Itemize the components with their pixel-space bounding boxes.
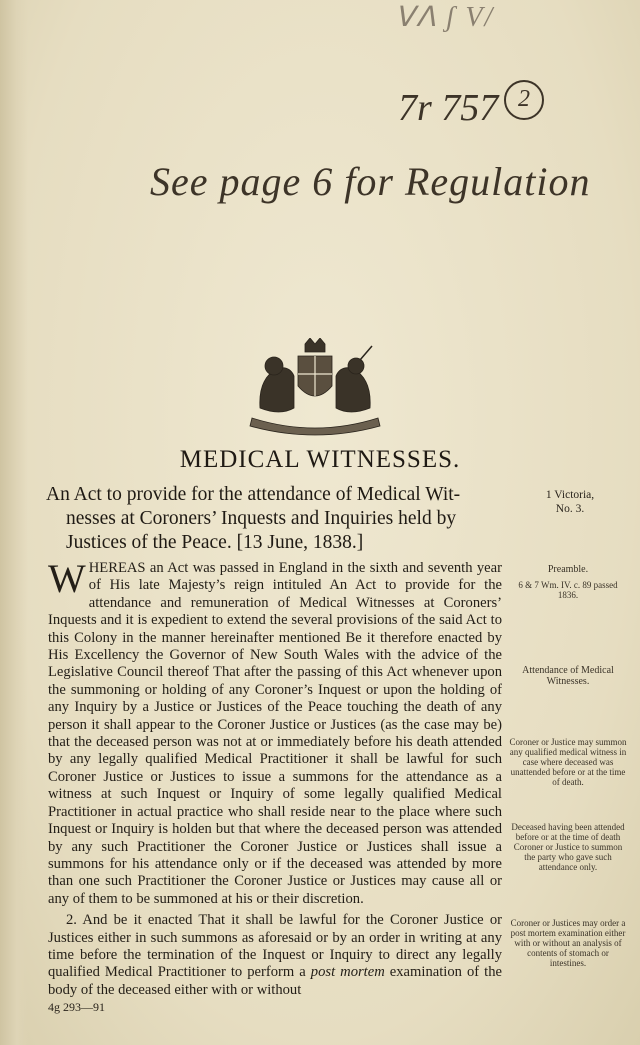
margin-note-statute: 6 & 7 Wm. IV. c. 89 passed 1836.: [518, 580, 618, 600]
paragraph-2-italic: post mortem: [310, 964, 385, 981]
act-title-line-2: nesses at Coroners’ Inquests and Inquiries held by: [66, 508, 457, 529]
margin-note-coroner-summon: Coroner or Justice may summon any qualified medical witness in case where deceased was unattended before or at the time of death.: [509, 737, 627, 787]
margin-note-preamble: Preamble.: [547, 564, 589, 575]
paragraph-1-text: HEREAS an Act was passed in England in the sixth and seventh year of His late Majesty’s reign intituled An Act to provide for the attendance and remuneration of Medical Witnesses at Coroners’ Inquests and it is expedient to extend the several provisions of the said Act to this Colony in the manner hereinafter mentioned Be it therefore enacted by His Excellency the Governor of New South Wales with the advice of the Legislative Council thereof That after the passing of this Act whenever upon the summoning or holding of any Coroner’s Inquest or upon the holding of any Inquiry by a Justice or Justices of the Peace touching the death of any person it shall appear to the Coroner Justice or Justices (as the case may be) that the deceased person was not at or immediately before his death attended by any legally qualified Medical Practitioner it shall be lawful for such Coroner Justice or Justices to issue a summons for the attendance as a witness at such Inquest or Inquiry of some legally qualified Medical Practitioner in actual practice who shall reside near to the place where such Inquest or Inquiry is holden but that where the deceased person was attended by any such Practitioner the Coroner Justice or Justices shall issue a summons for his attendance only or if the deceased was attended by more than one such Practitioner the Coroner Justice or Justices may cause all or any of them to be summoned at his or their discretion.: [48, 560, 502, 907]
document-title: MEDICAL WITNESSES.: [179, 446, 461, 473]
statute-reference-line-1: 1 Victoria,: [545, 489, 595, 501]
document-body: [48, 556, 502, 999]
paragraph-2-text: 2. And be it enacted That it shall be lawful for the Coroner Justice or Justices either in such summons as aforesaid or by an order in writing at any time before the termination of the Inquest or Inquiry to direct any legally qualified Medical Practitioner to perform a: [48, 912, 502, 981]
printer-signature: 4g 293—91: [48, 1000, 105, 1014]
handwriting-top: ᐯᐱ ʃ V/: [395, 2, 495, 33]
act-title-line-1: An Act to provide for the attendance of Medical Wit-: [46, 484, 461, 505]
drop-cap: W: [48, 556, 86, 601]
handwriting-number: 7r 757: [398, 87, 499, 129]
margin-note-post-mortem: Coroner or Justices may order a post mortem examination either with or without an analysis of contents of stomach or intestines.: [510, 918, 626, 968]
statute-reference: [510, 488, 630, 516]
page-edge-shadow: [0, 0, 28, 1045]
royal-coat-of-arms-icon: [230, 338, 400, 438]
margin-note-deceased-attended: Deceased having been attended before or at the time of death Coroner or Justice to summon the party who gave such attendance only.: [511, 822, 625, 872]
paragraph-2: [48, 912, 502, 999]
statute-reference-line-2: No. 3.: [555, 503, 585, 515]
act-title-line-3: Justices of the Peace. [13 June, 1838.]: [66, 532, 364, 553]
act-title: [46, 483, 502, 555]
paragraph-2-text-end: examination of the body of the deceased either with or without: [48, 964, 502, 998]
margin-note-attendance: Attendance of Medical Witnesses.: [522, 665, 614, 687]
paragraph-1: [48, 556, 502, 908]
handwriting-circled-number: 2: [504, 80, 544, 120]
handwriting-title: See page 6 for Regulation: [150, 159, 591, 204]
